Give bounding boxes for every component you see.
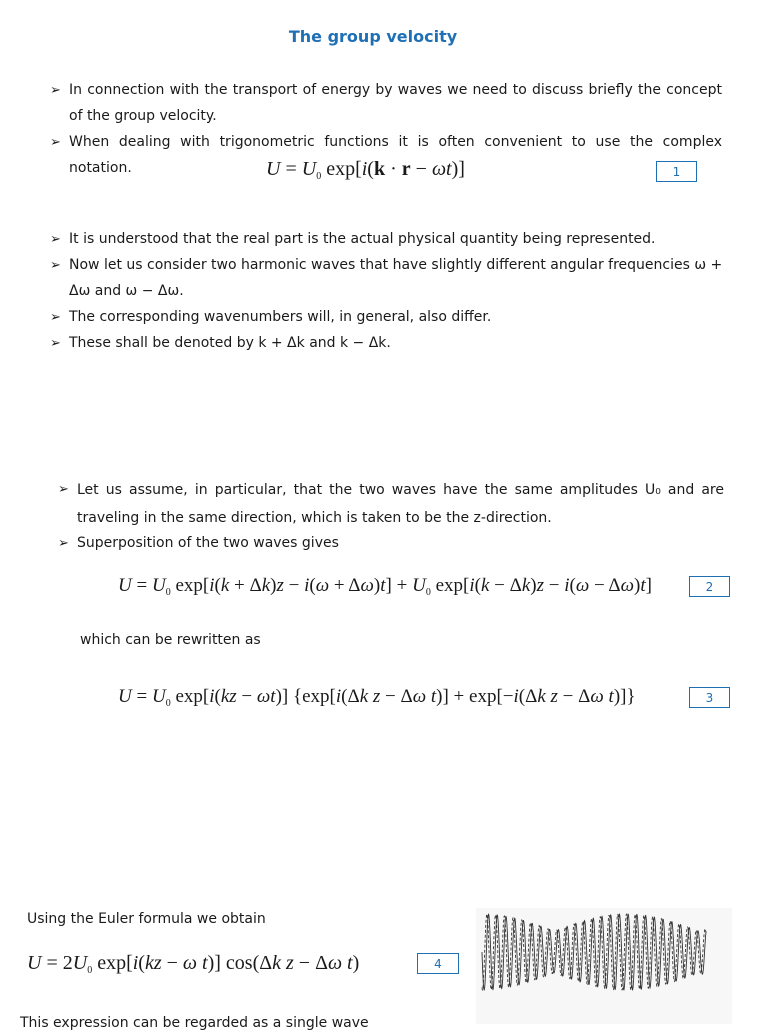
bullet-icon: ➢ (58, 536, 69, 551)
page-title: The group velocity (288, 27, 458, 46)
equation-1: $U = U_0$ exp[i(k · r − ωt)] (266, 158, 465, 182)
bullet-icon: ➢ (50, 232, 61, 247)
equation-number-3: 3 (689, 687, 730, 708)
equation-3: $U = U_0$ exp[i(kz − ωt)] {exp[i(Δk z − Δω t)] + exp[−i(Δk z − Δω t)]} (118, 686, 636, 709)
bullet-icon: ➢ (50, 258, 61, 273)
bullet-text-wavenumbers: The corresponding wavenumbers will, in general, also differ. (69, 309, 492, 325)
bullet-text-complex-notation: When dealing with trigonometric functions it is often convenient to use the complex notation. (69, 134, 722, 176)
bullet-text-same-amplitudes: Let us assume, in particular, that the two waves have the same amplitudes U₀ and are traveling in the same direction, which is taken to be the z-direction. (77, 482, 724, 526)
bullet-text-denoted: These shall be denoted by k + Δk and k − Δk. (69, 335, 391, 351)
equation-4: $U = 2U_0$ exp[i(kz − ω t)] cos(Δk z − Δω t) (27, 952, 360, 976)
euler-text: Using the Euler formula we obtain (27, 911, 266, 927)
equation-number-1: 1 (656, 161, 697, 182)
equation-number-4: 4 (417, 953, 459, 974)
rewritten-text: which can be rewritten as (80, 632, 261, 648)
bullet-text-energy: In connection with the transport of energy by waves we need to discuss briefly the concept of the group velocity. (69, 82, 722, 124)
wave-packet-figure (476, 908, 732, 1024)
bullet-icon: ➢ (50, 336, 61, 351)
bullet-icon: ➢ (50, 83, 61, 98)
equation-2: $U = U_0$ $\exp[i(k + \Delta k)z - i(\omega + \Delta\omega)t] + U_0$ exp[i(k − Δk)z − i(ω − Δω)t] (118, 575, 652, 598)
bullet-text-real-part: It is understood that the real part is the actual physical quantity being represented. (69, 231, 656, 247)
bullet-icon: ➢ (58, 482, 69, 497)
bullet-text-superposition: Superposition of the two waves gives (77, 535, 339, 551)
bullet-icon: ➢ (50, 135, 61, 150)
equation-number-2: 2 (689, 576, 730, 597)
wave-packet-plot (476, 908, 732, 1024)
bottom-text: This expression can be regarded as a single wave (20, 1015, 369, 1031)
bullet-text-two-waves: Now let us consider two harmonic waves that have slightly different angular frequencies ω + Δω and ω − Δω. (69, 257, 723, 299)
bullet-icon: ➢ (50, 310, 61, 325)
